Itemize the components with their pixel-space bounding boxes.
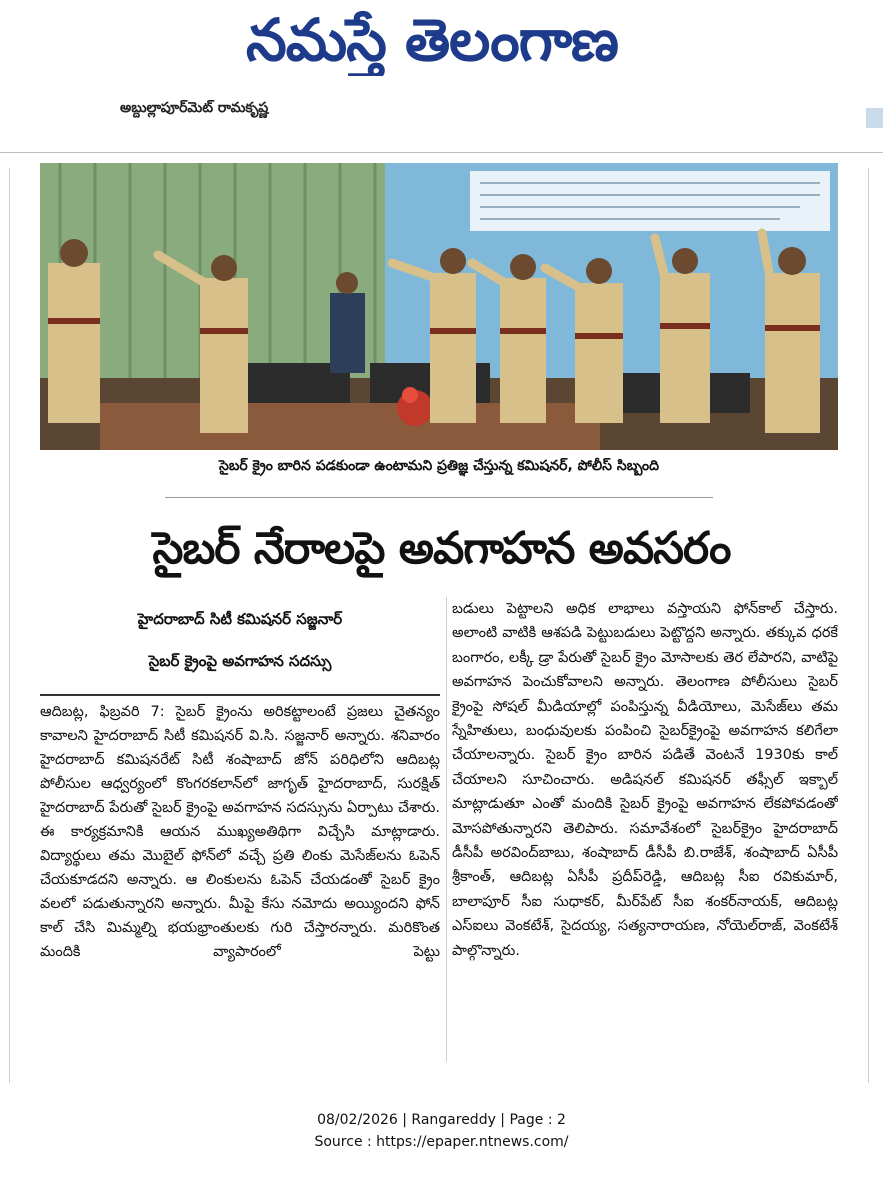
subhead-divider (40, 694, 440, 696)
photo-caption: సైబర్ క్రైం బారిన పడకుండా ఉంటామని ప్రతిజ్ఞ చేస్తున్న కమిషనర్, పోలీస్ సిబ్బంది (219, 458, 659, 474)
article-body-right: బడులు పెట్టాలని అధిక లాభాలు వస్తాయని ఫోన్‌కాల్ చేస్తారు. అలాంటి వాటికి ఆశపడి పెట్టుబడులు పెట్టొద్దని అన్నారు. తక్కువ ధరకే బంగారం, లక్కీ డ్రా పేరుతో సైబర్ క్రైం మోసాలకు తెర లేపారని, వాటిపై అవగాహన పెంచుకోవాలని అన్నారు. తెలంగాణ పోలీసులు సైబర్ క్రైంపై సోషల్ మీడియాల్లో పంపిస్తున్న వీడియోలు, మెసేజ్‌లు తమ స్నేహితులు, బంధువులకు పంపించి సైబర్‌క్రైంపై అవగాహన కలిగేలా చేయాలన్నారు. సైబర్ క్రైం బారిన పడితే వెంటనే 1930కు కాల్ చేయాలని సూచించారు. అడిషనల్ కమిషనర్ తఫ్సీల్ ఇక్బాల్ మాట్లాడుతూ ఎంతో మందికి సైబర్ క్రైంపై అవగాహన లేకపోవడంతో మోసపోతున్నారని తెలిపారు. సమావేశంలో సైబర్‌క్రైం హైదరాబాద్ డీసీపీ అరవింద్‌బాబు, శంషాబాద్ డీసీపీ బి.రాజేశ్, శంషాబాద్ ఏసీపీ శ్రీకాంత్, ఆదిబట్ల ఏసీపీ ప్రదీప్‌రెడ్డి, ఆదిబట్ల సీఐ రవికుమార్, బాలాపూర్ సీఐ సుధాకర్, మీర్‌పేట్ సీఐ శంకర్‌నాయక్, ఆదిబట్ల ఎస్‌ఐలు వెంకటేశ్, సైదయ్య, సత్యనారాయణ, నోయెల్‌రాజ్, వెంకటేశ్ పాల్గొన్నారు. (452, 601, 838, 959)
photo-icon (40, 163, 838, 450)
article-headline: సైబర్ నేరాలపై అవగాహన అవసరం (152, 523, 731, 574)
article-subhead-1: హైదరాబాద్ సిటీ కమిషనర్ సజ్జనార్ (137, 610, 343, 628)
news-photo (40, 163, 838, 450)
footer-source-link[interactable]: Source : https://epaper.ntnews.com/ (314, 1134, 569, 1150)
caption-divider (165, 497, 713, 498)
article-subhead-2: సైబర్ క్రైంపై అవగాహన సదస్సు (148, 652, 332, 670)
newspaper-logo: నమస్తే తెలంగాణ (246, 6, 618, 74)
right-border (868, 168, 869, 1083)
article-body-left: ఆదిబట్ల, ఫిబ్రవరి 7: సైబర్ క్రైంను అరికట్టాలంటే ప్రజలు చైతన్యం కావాలని హైదరాబాద్ సిటీ కమిషనర్ వి.సి. సజ్జనార్ అన్నారు. శనివారం హైదరాబాద్ కమిషనరేట్ సిటీ శంషాబాద్ జోన్ పరిధిలోని ఆదిబట్ల పోలీసుల ఆధ్వర్యంలో కొంగరకలాన్‌లో జాగృత్ హైదరాబాద్, సురక్షిత్ హైదరాబాద్ పేరుతో సైబర్ క్రైంపై అవగాహన సదస్సును ఏర్పాటు చేశారు. ఈ కార్యక్రమానికి ఆయన ముఖ్యఅతిథిగా విచ్చేసి మాట్లాడారు. విద్యార్థులు తమ మొబైల్ ఫోన్‌లో వచ్చే ప్రతి లింకు మెసేజ్‌లను ఓపెన్ చేయకూడదని అన్నారు. ఆ లింకులను ఓపెన్ చేయడంతో సైబర్ క్రైం వలలో పడుతున్నారని అన్నారు. మీపై కేసు నమోదు అయ్యిందని ఫోన్ కాల్ చేసి మిమ్మల్ని భయభ్రాంతులకు గురి చేస్తారన్నారు. మరికొంత మందికి వ్యాపారంలో పెట్టు (40, 704, 440, 960)
masthead (0, 0, 883, 152)
footer-edition-info: 08/02/2026 | Rangareddy | Page : 2 (317, 1112, 566, 1128)
masthead-divider (0, 152, 883, 153)
reporter-byline: అబ్దుల్లాపూర్‌మెట్ రామకృష్ణ (120, 100, 269, 116)
article-column-right (452, 597, 838, 1077)
article-column-left (40, 700, 440, 1082)
left-border (9, 168, 10, 1083)
page-edge-tab (866, 108, 883, 128)
column-divider (446, 597, 447, 1062)
